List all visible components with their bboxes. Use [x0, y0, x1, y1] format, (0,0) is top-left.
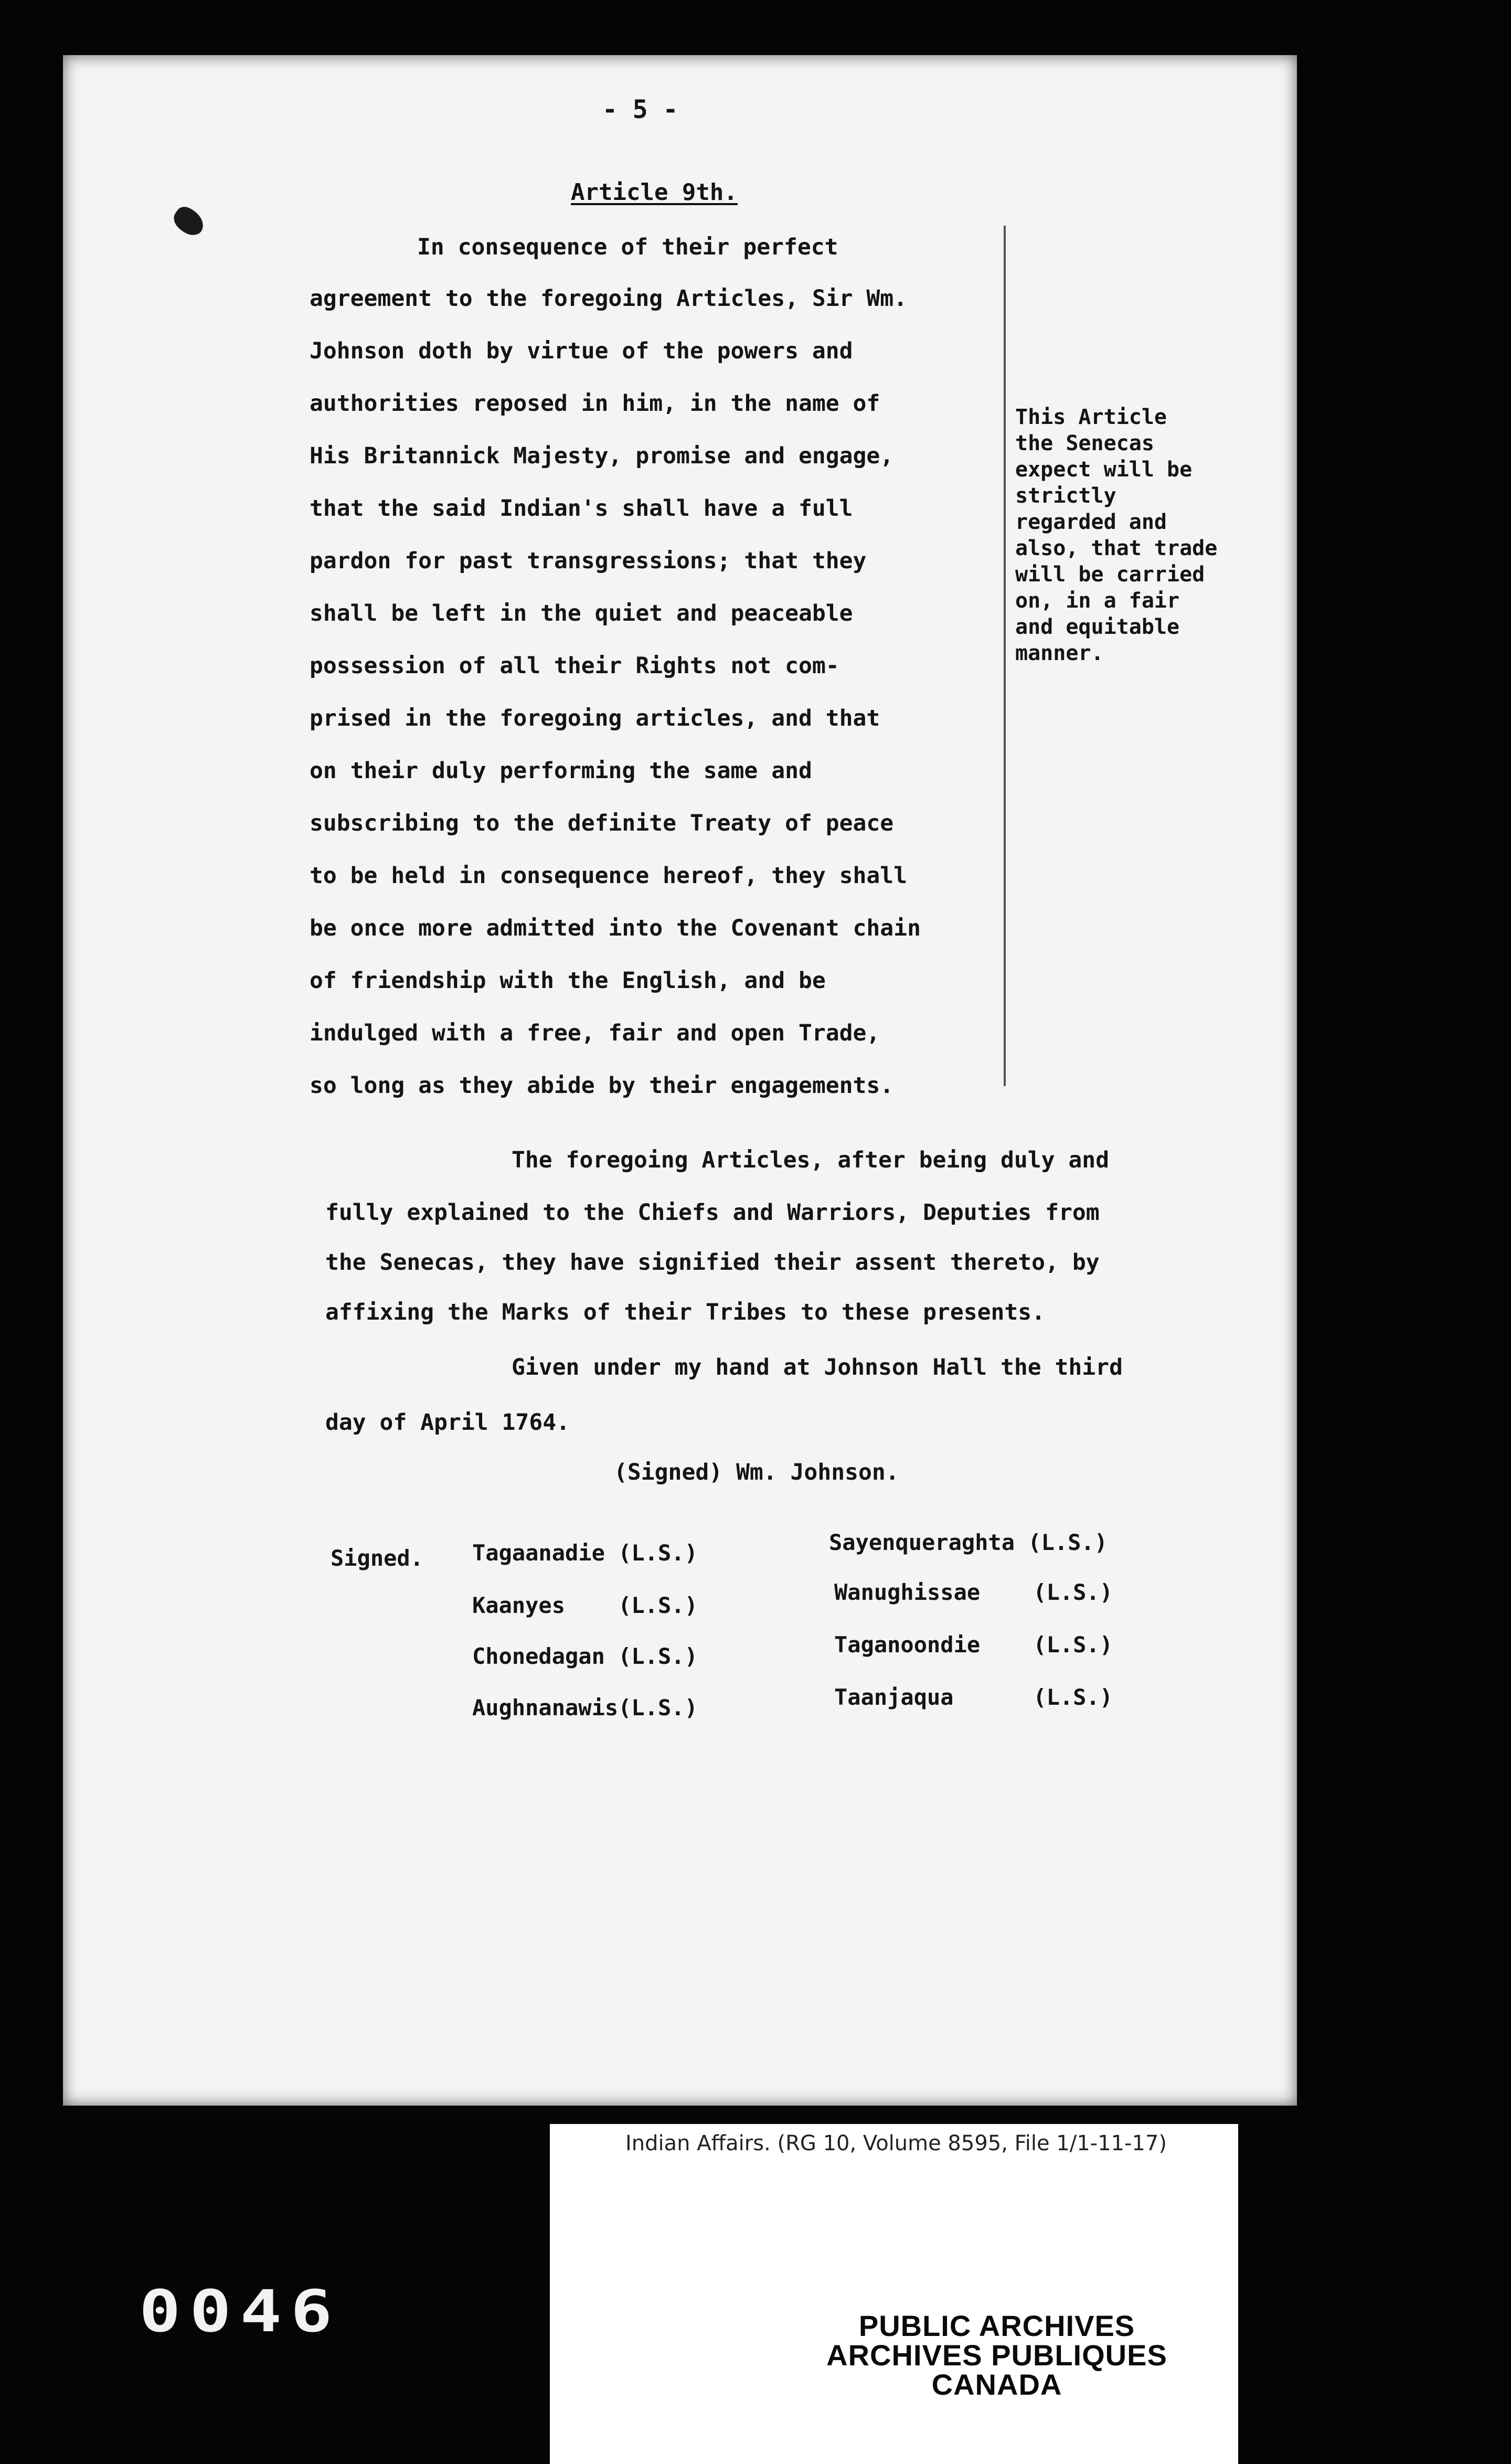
- article-line: Johnson doth by virtue of the powers and: [310, 338, 853, 364]
- article-line: His Britannick Majesty, promise and engage,: [310, 443, 894, 469]
- article-line: that the said Indian's shall have a full: [310, 495, 853, 522]
- article-line: possession of all their Rights not com-: [310, 653, 839, 679]
- signatory: Sayenqueraghta (L.S.): [829, 1530, 1108, 1555]
- archive-stamp: [787, 2311, 1207, 2399]
- margin-note: This Article the Senecas expect will be strictly regarded and also, that trade will be carried on, in a fair and equitable manner.: [1015, 405, 1218, 665]
- signatory: Aughnanawis(L.S.): [472, 1695, 698, 1720]
- signatory: Taanjaqua (L.S.): [834, 1684, 1113, 1710]
- closing-line: The foregoing Articles, after being duly and: [512, 1147, 1110, 1173]
- article-line: authorities reposed in him, in the name of: [310, 390, 880, 417]
- signatory: Wanughissae (L.S.): [834, 1579, 1113, 1605]
- article-line: to be held in consequence hereof, they shall: [310, 863, 908, 889]
- signatory: Taganoondie (L.S.): [834, 1632, 1113, 1658]
- article-heading: Article 9th.: [571, 179, 738, 206]
- signed-by: (Signed) Wm. Johnson.: [614, 1459, 899, 1485]
- signatory: Chonedagan (L.S.): [472, 1643, 698, 1669]
- archive-reference: Indian Affairs. (RG 10, Volume 8595, File 1/1-11-17): [625, 2131, 1167, 2155]
- archive-name-en: PUBLIC ARCHIVES: [858, 2309, 1135, 2342]
- closing-line: Given under my hand at Johnson Hall the third: [512, 1354, 1123, 1380]
- article-line: agreement to the foregoing Articles, Sir Wm.: [310, 285, 908, 312]
- article-line: indulged with a free, fair and open Trade,: [310, 1020, 880, 1046]
- article-line: subscribing to the definite Treaty of peace: [310, 810, 894, 836]
- article-line: on their duly performing the same and: [310, 758, 812, 784]
- margin-bracket: [994, 226, 1006, 1086]
- article-line: pardon for past transgressions; that they: [310, 548, 867, 574]
- page-number: - 5 -: [602, 95, 678, 124]
- archive-country: CANADA: [931, 2368, 1062, 2401]
- archive-name-fr: ARCHIVES PUBLIQUES: [826, 2339, 1167, 2372]
- signed-label: Signed.: [331, 1545, 424, 1571]
- signatory: Kaanyes (L.S.): [472, 1592, 698, 1618]
- article-line: of friendship with the English, and be: [310, 968, 826, 994]
- article-line: In consequence of their perfect: [417, 234, 838, 260]
- closing-line: affixing the Marks of their Tribes to these presents.: [325, 1299, 1046, 1325]
- article-line: prised in the foregoing articles, and that: [310, 705, 880, 731]
- article-line: so long as they abide by their engagements.: [310, 1072, 894, 1099]
- article-line: be once more admitted into the Covenant chain: [310, 915, 921, 941]
- archive-label-card: [550, 2124, 1238, 2464]
- frame-number: 0046: [139, 2278, 342, 2345]
- closing-line: the Senecas, they have signified their assent thereto, by: [325, 1249, 1100, 1276]
- article-line: shall be left in the quiet and peaceable: [310, 600, 853, 626]
- closing-line: day of April 1764.: [325, 1409, 570, 1436]
- closing-line: fully explained to the Chiefs and Warriors, Deputies from: [325, 1199, 1100, 1226]
- signatory: Tagaanadie (L.S.): [472, 1540, 698, 1566]
